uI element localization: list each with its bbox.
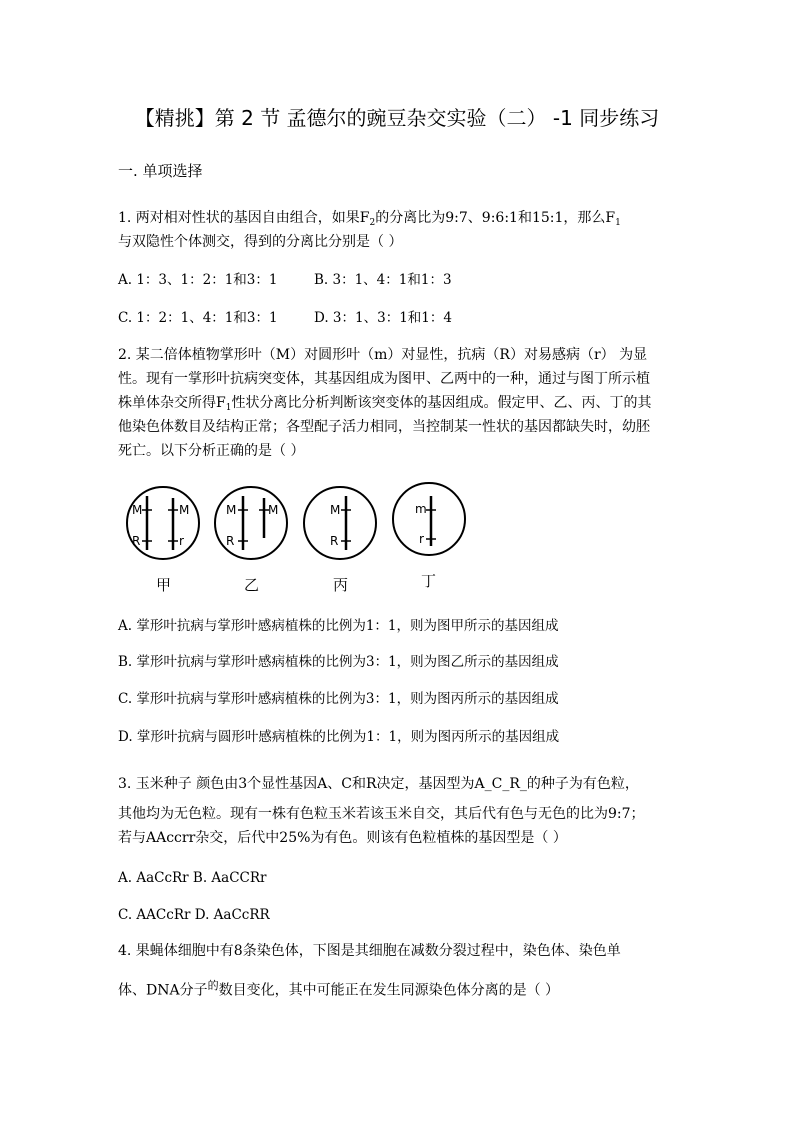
q4-superscript: 的: [207, 979, 219, 992]
q4-text-b: 数目变化，其中可能正在发生同源染色体分离的是（ ）: [218, 982, 560, 999]
figure-label-jia: 甲: [156, 576, 172, 594]
gene-label: m: [415, 502, 427, 516]
q1-line-2: 与双隐性个体测交，得到的分离比分别是（ ）: [118, 234, 403, 250]
chromosome-figure: [118, 478, 478, 598]
q1-subscript-f2: 2: [369, 218, 376, 228]
q2-line-1: 2. 某二倍体植物掌形叶（M）对圆形叶（m）对显性，抗病（R）对易感病（r） 为显: [118, 347, 648, 363]
q4-line-1: 4. 果蝇体细胞中有8条染色体，下图是其细胞在减数分裂过程中，染色体、染色单: [118, 943, 621, 959]
gene-label: M: [226, 503, 237, 517]
q2-line-3: [118, 394, 651, 412]
q2-option-d: D. 掌形叶抗病与圆形叶感病植株的比例为1：1，则为图丙所示的基因组成: [118, 729, 560, 745]
q3-line-3: 若与AAccrr杂交，后代中25%为有色。则该有色粒植株的基因型是（ ）: [118, 830, 567, 846]
figure-label-ding: 丁: [421, 572, 437, 590]
gene-label: R: [226, 534, 235, 548]
gene-label: R: [132, 534, 141, 548]
q1-option-a: A. 1：3、1：2：1和3：1: [118, 272, 278, 288]
q2-option-b: B. 掌形叶抗病与掌形叶感病植株的比例为3：1，则为图乙所示的基因组成: [118, 654, 559, 670]
gene-label: M: [132, 503, 143, 517]
q1-option-b: B. 3：1、4：1和1：3: [314, 272, 452, 288]
q1-line-1: [118, 209, 621, 227]
q1-option-c: C. 1：2：1、4：1和3：1: [118, 310, 278, 326]
q3-options-cd: C. AACcRr D. AaCcRR: [118, 907, 270, 923]
q4-line-2: [118, 977, 559, 1000]
q2-text-b: 性状分离比分析判断该突变体的基因组成。假定甲、乙、丙、丁的其: [231, 395, 652, 411]
gene-label: M: [179, 503, 190, 517]
q2-text-a: 株单体杂交所得F: [118, 395, 226, 411]
q2-line-4: 他染色体数目及结构正常；各型配子活力相同，当控制某一性状的基因都缺失时，幼胚: [118, 419, 650, 435]
q2-option-a: A. 掌形叶抗病与掌形叶感病植株的比例为1：1，则为图甲所示的基因组成: [118, 618, 559, 634]
q1-text-b: 的分离比为9:7、9:6:1和15:1，那么F: [375, 210, 616, 226]
q3-line-1: 3. 玉米种子 颜色由3个显性基因A、C和R决定，基因型为A_C_R_的种子为有色粒，: [118, 776, 639, 792]
page-title: 【精挑】第 2 节 孟德尔的豌豆杂交实验（二） -1 同步练习: [134, 106, 660, 130]
q1-text-a: 1. 两对相对性状的基因自由组合，如果F: [118, 210, 370, 226]
cell-jia: [127, 487, 199, 559]
q2-option-c: C. 掌形叶抗病与掌形叶感病植株的比例为3：1，则为图丙所示的基因组成: [118, 691, 559, 707]
gene-label: R: [330, 534, 339, 548]
gene-label: M: [330, 503, 341, 517]
figure-label-yi: 乙: [244, 576, 260, 594]
q2-line-5: 死亡。以下分析正确的是（ ）: [118, 443, 305, 459]
q1-option-d: D. 3：1、3：1和1：4: [314, 310, 452, 326]
section-heading: 一. 单项选择: [118, 162, 203, 180]
cell-ding: [393, 483, 465, 555]
q3-options-ab: A. AaCcRr B. AaCCRr: [118, 870, 267, 886]
gene-label: M: [268, 503, 279, 517]
gene-label: r: [419, 532, 424, 546]
q1-subscript-f1: 1: [615, 218, 621, 228]
gene-label: r: [179, 534, 184, 548]
q3-line-2: 其他均为无色粒。现有一株有色粒玉米若该玉米自交，其后代有色与无色的比为9:7；: [118, 806, 645, 822]
cell-bing: [304, 487, 376, 559]
cell-yi: [215, 487, 287, 559]
figure-label-bing: 丙: [333, 576, 349, 594]
q4-text-a: 体、DNA分子: [118, 982, 208, 999]
q2-line-2: 性。现有一掌形叶抗病突变体，其基因组成为图甲、乙两中的一种，通过与图丁所示植: [118, 371, 650, 387]
q2-subscript-f1: 1: [225, 403, 232, 413]
